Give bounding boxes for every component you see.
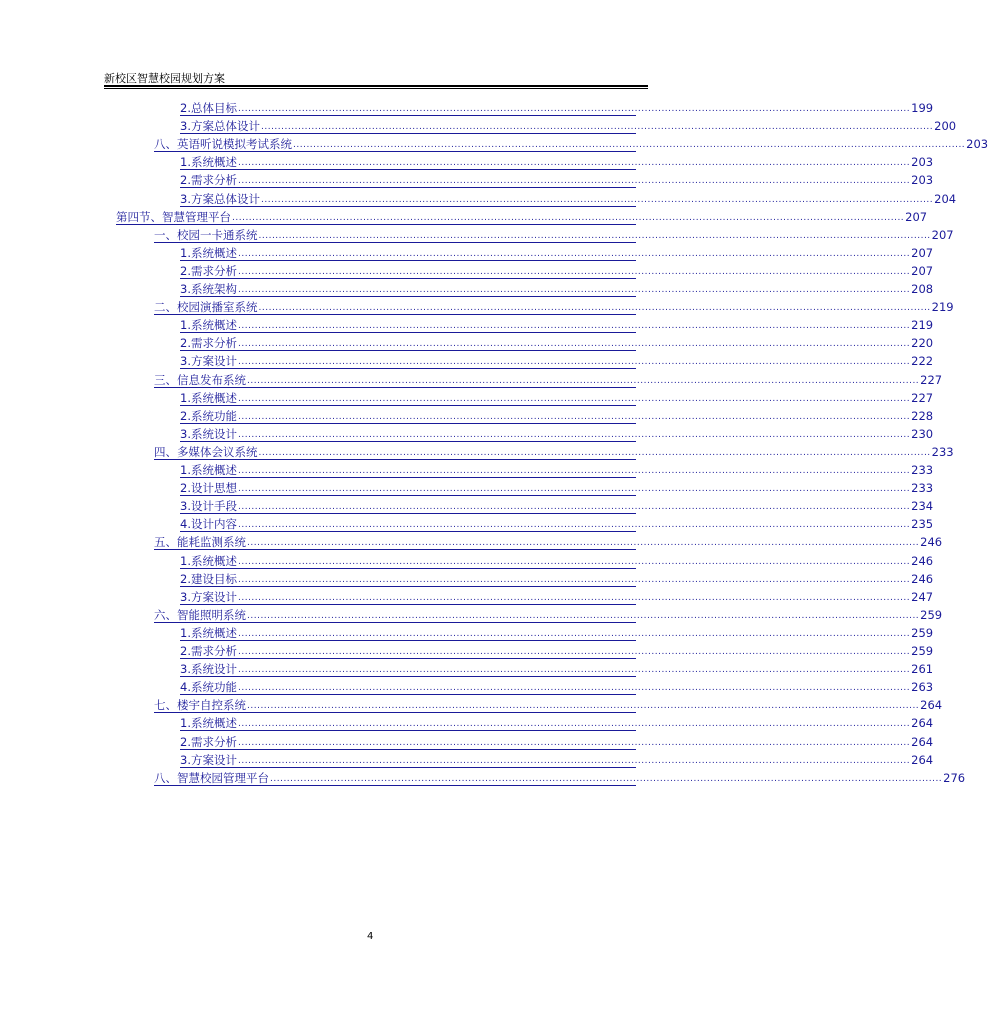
toc-leader-dots: ........................................................................................................................................................................................................ xyxy=(237,248,911,259)
toc-entry-page: 199 xyxy=(911,101,934,115)
toc-entry[interactable] xyxy=(180,405,934,424)
toc-entry-page: 234 xyxy=(911,499,934,514)
toc-entry-number: 七、 xyxy=(154,698,177,713)
toc-entry-title: 系统设计 xyxy=(190,426,237,441)
toc-leader-dots: ........................................................................................................................................................................................................ xyxy=(237,502,911,513)
toc-entry-title: 方案总体设计 xyxy=(190,119,260,134)
toc-entry[interactable] xyxy=(180,188,957,207)
toc-leader-dots: ........................................................................................................................................................................................................ xyxy=(237,574,911,585)
toc-entry-title: 系统概述 xyxy=(190,390,237,405)
toc-entry[interactable] xyxy=(180,513,934,532)
toc-entry-page: 233 xyxy=(931,444,954,459)
toc-entry-title: 校园演播室系统 xyxy=(177,300,258,315)
toc-entry[interactable] xyxy=(180,350,934,369)
toc-entry-number: 四、 xyxy=(154,444,177,459)
toc-entry-page: 247 xyxy=(911,589,934,604)
toc-entry-number: 1. xyxy=(180,625,191,640)
toc-entry-number: 2. xyxy=(180,644,191,658)
toc-entry-number: 2. xyxy=(180,101,191,115)
toc-entry[interactable] xyxy=(154,604,943,623)
toc-entry-page: 264 xyxy=(911,752,934,767)
toc-entry-page: 264 xyxy=(911,716,934,731)
toc-leader-dots: ........................................................................................................................................................................................................ xyxy=(237,393,911,404)
toc-entry[interactable] xyxy=(180,260,934,279)
toc-leader-dots: ........................................................................................................................................................................................................ xyxy=(247,701,920,712)
toc-leader-dots: ........................................................................................................................................................................................................ xyxy=(258,230,931,241)
toc-entry-page: 222 xyxy=(911,354,934,369)
toc-entry-number: 3. xyxy=(180,752,191,767)
toc-leader-dots: ........................................................................................................................................................................................................ xyxy=(237,466,911,476)
toc-entry-title: 方案设计 xyxy=(190,752,237,767)
toc-leader-dots: ........................................................................................................................................................................................................ xyxy=(237,592,911,603)
toc-entry-number: 3. xyxy=(180,589,191,604)
toc-entry-page: 203 xyxy=(911,155,934,170)
toc-entry[interactable] xyxy=(180,387,934,406)
toc-entry-title: 信息发布系统 xyxy=(177,372,246,387)
toc-entry-title: 系统概述 xyxy=(190,463,237,477)
toc-entry-page: 208 xyxy=(911,282,934,296)
toc-entry-title: 需求分析 xyxy=(190,336,237,351)
toc-entry-number: 1. xyxy=(180,553,191,568)
toc-entry-page: 203 xyxy=(966,137,988,152)
toc-entry-page: 264 xyxy=(920,698,943,713)
toc-entry[interactable] xyxy=(154,441,954,460)
toc-entry-page: 233 xyxy=(911,481,934,496)
toc-entry-page: 220 xyxy=(911,336,934,351)
toc-entry-title: 建设目标 xyxy=(190,571,237,586)
toc-entry-number: 2. xyxy=(180,263,191,278)
toc-entry[interactable] xyxy=(180,151,934,170)
toc-entry-title: 需求分析 xyxy=(190,644,237,658)
toc-entry[interactable] xyxy=(180,314,934,333)
toc-entry-page: 207 xyxy=(911,245,934,260)
toc-leader-dots: ........................................................................................................................................................................................................ xyxy=(237,556,911,567)
toc-leader-dots: ........................................................................................................................................................................................................ xyxy=(258,447,931,458)
toc-entry-number: 一、 xyxy=(154,227,177,242)
toc-entry-number: 六、 xyxy=(154,607,177,622)
toc-entry-title: 需求分析 xyxy=(190,734,237,749)
toc-entry[interactable] xyxy=(180,622,934,641)
header-rule xyxy=(104,85,648,87)
toc-entry-title: 方案设计 xyxy=(190,354,237,369)
toc-entry-title: 第四节、智慧管理平台 xyxy=(116,209,231,224)
toc-entry-number: 八、 xyxy=(154,770,177,785)
toc-entry-number: 2. xyxy=(180,173,191,188)
toc-entry[interactable] xyxy=(180,640,934,659)
toc-entry-title: 需求分析 xyxy=(190,263,237,278)
toc-entry-title: 系统概述 xyxy=(190,245,237,260)
toc-entry-number: 3. xyxy=(180,499,191,514)
toc-leader-dots: ........................................................................................................................................................................................................ xyxy=(237,683,911,694)
toc-entry[interactable] xyxy=(180,495,934,514)
toc-leader-dots: ........................................................................................................................................................................................................ xyxy=(232,212,905,223)
toc-entry-page: 204 xyxy=(934,191,957,206)
toc-leader-dots: ........................................................................................................................................................................................................ xyxy=(247,375,920,386)
toc-entry-page: 259 xyxy=(911,625,934,640)
toc-leader-dots: ........................................................................................................................................................................................................ xyxy=(237,266,911,277)
toc-entry-page: 207 xyxy=(911,263,934,278)
toc-entry-page: 235 xyxy=(911,517,934,532)
toc-entry[interactable] xyxy=(180,477,934,496)
toc-entry-title: 系统功能 xyxy=(190,680,237,695)
toc-entry-title: 系统概述 xyxy=(190,553,237,568)
toc-entry-page: 246 xyxy=(920,535,943,550)
toc-entry-page: 200 xyxy=(934,119,957,134)
toc-entry-title: 总体目标 xyxy=(190,101,237,115)
toc-leader-dots: ........................................................................................................................................................................................................ xyxy=(237,357,911,368)
toc-entry-number: 八、 xyxy=(154,137,177,152)
page-number: 4 xyxy=(367,931,374,942)
toc-entry-number: 3. xyxy=(180,119,191,134)
toc-entry-number: 1. xyxy=(180,463,191,477)
toc-leader-dots: ........................................................................................................................................................................................................ xyxy=(237,484,911,495)
toc-entry-page: 207 xyxy=(931,227,954,242)
toc-leader-dots: ........................................................................................................................................................................................................ xyxy=(237,411,911,422)
toc-leader-dots: ........................................................................................................................................................................................................ xyxy=(237,647,911,657)
toc-entry-page: 246 xyxy=(911,553,934,568)
toc-entry[interactable] xyxy=(180,332,934,351)
toc-entry-number: 3. xyxy=(180,426,191,441)
toc-entry-number: 2. xyxy=(180,408,191,423)
toc-leader-dots: ........................................................................................................................................................................................................ xyxy=(237,339,911,350)
toc-entry[interactable] xyxy=(154,767,966,786)
toc-entry-title: 系统架构 xyxy=(190,282,237,296)
toc-entry[interactable] xyxy=(154,133,988,152)
toc-entry-title: 系统概述 xyxy=(190,155,237,170)
toc-entry-title: 校园一卡通系统 xyxy=(177,227,258,242)
toc-entry[interactable] xyxy=(180,242,934,261)
toc-leader-dots: ........................................................................................................................................................................................................ xyxy=(237,176,911,187)
toc-leader-dots: ........................................................................................................................................................................................................ xyxy=(260,194,934,205)
toc-entry-page: 219 xyxy=(911,318,934,333)
toc-entry-title: 设计思想 xyxy=(190,481,237,496)
toc-entry-page: 264 xyxy=(911,734,934,749)
header-rule-thin xyxy=(104,88,648,89)
toc-entry-page: 246 xyxy=(911,571,934,586)
toc-entry-page: 259 xyxy=(920,607,943,622)
toc-entry[interactable] xyxy=(154,694,943,713)
toc-leader-dots: ........................................................................................................................................................................................................ xyxy=(260,122,934,133)
toc-entry[interactable] xyxy=(180,568,934,587)
toc-entry-number: 2. xyxy=(180,571,191,586)
toc-entry[interactable] xyxy=(180,115,957,134)
toc-entry-page: 227 xyxy=(920,372,943,387)
toc-entry-title: 系统概述 xyxy=(190,625,237,640)
toc-entry-title: 系统概述 xyxy=(190,716,237,731)
toc-entry-number: 1. xyxy=(180,390,191,405)
toc-entry[interactable] xyxy=(116,206,928,225)
toc-entry-page: 203 xyxy=(911,173,934,188)
toc-entry[interactable] xyxy=(154,224,954,243)
toc-entry-number: 五、 xyxy=(154,535,177,550)
toc-entry-page: 233 xyxy=(911,463,934,477)
toc-entry-page: 263 xyxy=(911,680,934,695)
toc-leader-dots: ........................................................................................................................................................................................................ xyxy=(247,610,920,621)
toc-entry[interactable] xyxy=(154,296,954,315)
toc-entry-number: 1. xyxy=(180,318,191,333)
toc-entry-title: 智能照明系统 xyxy=(177,607,246,622)
toc-entry-number: 2. xyxy=(180,481,191,496)
toc-entry-number: 二、 xyxy=(154,300,177,315)
toc-entry-page: 227 xyxy=(911,390,934,405)
toc-leader-dots: ........................................................................................................................................................................................................ xyxy=(247,538,920,549)
toc-entry-page: 259 xyxy=(911,644,934,658)
toc-entry-title: 楼宇自控系统 xyxy=(177,698,246,713)
toc-entry-title: 系统功能 xyxy=(190,408,237,423)
toc-leader-dots: ........................................................................................................................................................................................................ xyxy=(270,773,943,784)
toc-entry[interactable] xyxy=(180,550,934,569)
toc-leader-dots: ........................................................................................................................................................................................................ xyxy=(237,429,911,440)
toc-leader-dots: ........................................................................................................................................................................................................ xyxy=(258,303,931,314)
toc-entry-page: 228 xyxy=(911,408,934,423)
toc-entry-number: 1. xyxy=(180,155,191,170)
toc-entry-title: 多媒体会议系统 xyxy=(177,444,258,459)
toc-entry-number: 2. xyxy=(180,336,191,351)
toc-leader-dots: ........................................................................................................................................................................................................ xyxy=(237,104,911,114)
toc-leader-dots: ........................................................................................................................................................................................................ xyxy=(237,158,911,169)
toc-entry-number: 3. xyxy=(180,191,191,206)
toc-entry-title: 系统概述 xyxy=(190,318,237,333)
toc-entry-page: 207 xyxy=(905,209,928,224)
toc-leader-dots: ........................................................................................................................................................................................................ xyxy=(237,719,911,730)
toc-leader-dots: ........................................................................................................................................................................................................ xyxy=(293,140,966,151)
toc-leader-dots: ........................................................................................................................................................................................................ xyxy=(237,737,911,748)
toc-leader-dots: ........................................................................................................................................................................................................ xyxy=(237,285,911,295)
toc-entry[interactable] xyxy=(154,531,943,550)
toc-entry[interactable] xyxy=(180,658,934,677)
toc-entry-title: 方案设计 xyxy=(190,589,237,604)
document-header-title: 新校区智慧校园规划方案 xyxy=(104,72,225,85)
toc-leader-dots: ........................................................................................................................................................................................................ xyxy=(237,321,911,332)
toc-entry-title: 设计手段 xyxy=(190,499,237,514)
toc-entry[interactable] xyxy=(180,459,934,478)
toc-leader-dots: ........................................................................................................................................................................................................ xyxy=(237,520,911,531)
toc-entry-page: 219 xyxy=(931,300,954,315)
toc-entry[interactable] xyxy=(180,97,934,116)
toc-entry[interactable] xyxy=(180,731,934,750)
toc-entry[interactable] xyxy=(180,676,934,695)
toc-entry-page: 230 xyxy=(911,426,934,441)
toc-entry-number: 4. xyxy=(180,680,191,695)
toc-entry-number: 1. xyxy=(180,245,191,260)
toc-entry[interactable] xyxy=(180,712,934,731)
toc-entry-title: 系统设计 xyxy=(190,662,237,677)
toc-entry[interactable] xyxy=(180,278,934,297)
toc-entry[interactable] xyxy=(180,423,934,442)
toc-leader-dots: ........................................................................................................................................................................................................ xyxy=(237,628,911,639)
toc-entry[interactable] xyxy=(180,586,934,605)
toc-entry-title: 智慧校园管理平台 xyxy=(177,770,269,785)
toc-entry-number: 3. xyxy=(180,662,191,677)
toc-entry-title: 方案总体设计 xyxy=(190,191,260,206)
toc-leader-dots: ........................................................................................................................................................................................................ xyxy=(237,665,911,676)
toc-entry-title: 需求分析 xyxy=(190,173,237,188)
toc-entry-number: 3. xyxy=(180,354,191,369)
toc-entry-number: 2. xyxy=(180,734,191,749)
toc-entry-page: 276 xyxy=(943,770,966,785)
toc-entry-title: 设计内容 xyxy=(190,517,237,532)
toc-entry-number: 1. xyxy=(180,716,191,731)
toc-entry-number: 三、 xyxy=(154,372,177,387)
toc-entry-number: 4. xyxy=(180,517,191,532)
toc-entry-title: 能耗监测系统 xyxy=(177,535,246,550)
toc-entry[interactable] xyxy=(154,369,943,388)
toc-entry[interactable] xyxy=(180,169,934,188)
toc-entry-page: 261 xyxy=(911,662,934,677)
toc-entry[interactable] xyxy=(180,749,934,768)
toc-entry-number: 3. xyxy=(180,282,191,296)
toc-leader-dots: ........................................................................................................................................................................................................ xyxy=(237,755,911,766)
toc-entry-title: 英语听说模拟考试系统 xyxy=(177,137,292,152)
